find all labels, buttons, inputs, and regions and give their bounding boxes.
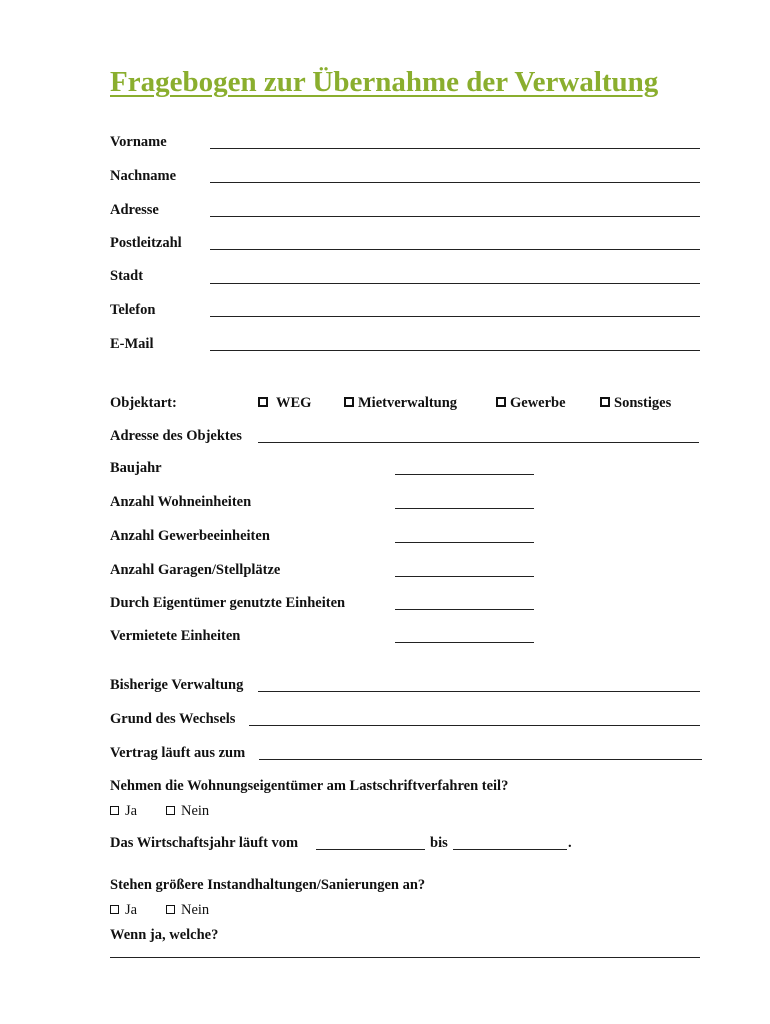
label-gewerbeeinheiten: Anzahl Gewerbeeinheiten <box>110 528 270 544</box>
wenn-ja-label: Wenn ja, welche? <box>110 927 219 943</box>
checkbox-mietverwaltung[interactable] <box>344 397 354 407</box>
label-wohneinheiten: Anzahl Wohneinheiten <box>110 494 252 510</box>
vertrag-field[interactable] <box>259 759 702 760</box>
vorname-field[interactable] <box>210 148 700 149</box>
label-baujahr: Baujahr <box>110 460 162 476</box>
label-stadt: Stadt <box>110 268 144 284</box>
gewerbeeinheiten-field[interactable] <box>395 542 534 543</box>
page-title: Fragebogen zur Übernahme der Verwaltung <box>110 66 659 98</box>
wirtschaftsjahr-bis-field[interactable] <box>453 849 567 850</box>
label-vermietete-einheiten: Vermietete Einheiten <box>110 628 241 644</box>
label-grund-wechsel: Grund des Wechsels <box>110 711 236 727</box>
wirtschaftsjahr-von-field[interactable] <box>316 849 425 850</box>
instandhaltung-checkbox-nein[interactable] <box>166 905 175 914</box>
label-objektart: Objektart: <box>110 395 177 411</box>
label-vertrag: Vertrag läuft aus zum <box>110 745 246 761</box>
wenn-ja-field[interactable] <box>110 957 700 958</box>
lastschrift-option-ja[interactable] <box>110 803 137 819</box>
nachname-field[interactable] <box>210 182 700 183</box>
label-email: E-Mail <box>110 336 154 352</box>
lastschrift-question: Nehmen die Wohnungseigentümer am Lastschriftverfahren teil? <box>110 778 509 794</box>
label-telefon: Telefon <box>110 302 156 318</box>
lastschrift-label-ja: Ja <box>125 803 138 819</box>
lastschrift-checkbox-nein[interactable] <box>166 806 175 815</box>
instandhaltung-checkbox-ja[interactable] <box>110 905 119 914</box>
adresse-field[interactable] <box>210 216 700 217</box>
instandhaltung-option-nein[interactable] <box>166 902 209 918</box>
option-mietverwaltung[interactable] <box>344 395 457 411</box>
baujahr-field[interactable] <box>395 474 534 475</box>
garagen-field[interactable] <box>395 576 534 577</box>
option-gewerbe[interactable] <box>496 395 566 411</box>
instandhaltung-label-nein: Nein <box>181 902 210 918</box>
email-field[interactable] <box>210 350 700 351</box>
label-garagen: Anzahl Garagen/Stellplätze <box>110 562 281 578</box>
checkbox-gewerbe[interactable] <box>496 397 506 407</box>
option-sonstiges[interactable] <box>600 395 671 411</box>
grund-wechsel-field[interactable] <box>249 725 700 726</box>
label-adresse-objekt: Adresse des Objektes <box>110 428 242 444</box>
checkbox-sonstiges[interactable] <box>600 397 610 407</box>
lastschrift-label-nein: Nein <box>181 803 210 819</box>
eigentuemer-einheiten-field[interactable] <box>395 609 534 610</box>
option-weg[interactable] <box>258 395 311 411</box>
postleitzahl-field[interactable] <box>210 249 700 250</box>
checkbox-weg[interactable] <box>258 397 268 407</box>
label-vorname: Vorname <box>110 134 167 150</box>
option-sonstiges-label: Sonstiges <box>614 395 672 411</box>
adresse-objekt-field[interactable] <box>258 442 699 443</box>
instandhaltung-label-ja: Ja <box>125 902 138 918</box>
instandhaltung-question: Stehen größere Instandhaltungen/Sanierungen an? <box>110 877 426 893</box>
option-gewerbe-label: Gewerbe <box>510 395 566 411</box>
vermietete-einheiten-field[interactable] <box>395 642 534 643</box>
wohneinheiten-field[interactable] <box>395 508 534 509</box>
wirtschaftsjahr-period: . <box>568 835 572 851</box>
stadt-field[interactable] <box>210 283 700 284</box>
wirtschaftsjahr-prefix: Das Wirtschaftsjahr läuft vom <box>110 835 299 851</box>
telefon-field[interactable] <box>210 316 700 317</box>
label-eigentuemer-einheiten: Durch Eigentümer genutzte Einheiten <box>110 595 346 611</box>
label-bisherige-verwaltung: Bisherige Verwaltung <box>110 677 244 693</box>
option-mietverwaltung-label: Mietverwaltung <box>358 395 458 411</box>
bisherige-verwaltung-field[interactable] <box>258 691 700 692</box>
wirtschaftsjahr-bis: bis <box>430 835 448 851</box>
label-adresse: Adresse <box>110 202 159 218</box>
label-postleitzahl: Postleitzahl <box>110 235 182 251</box>
label-nachname: Nachname <box>110 168 177 184</box>
instandhaltung-option-ja[interactable] <box>110 902 137 918</box>
option-weg-label: WEG <box>276 395 312 411</box>
lastschrift-checkbox-ja[interactable] <box>110 806 119 815</box>
lastschrift-option-nein[interactable] <box>166 803 209 819</box>
